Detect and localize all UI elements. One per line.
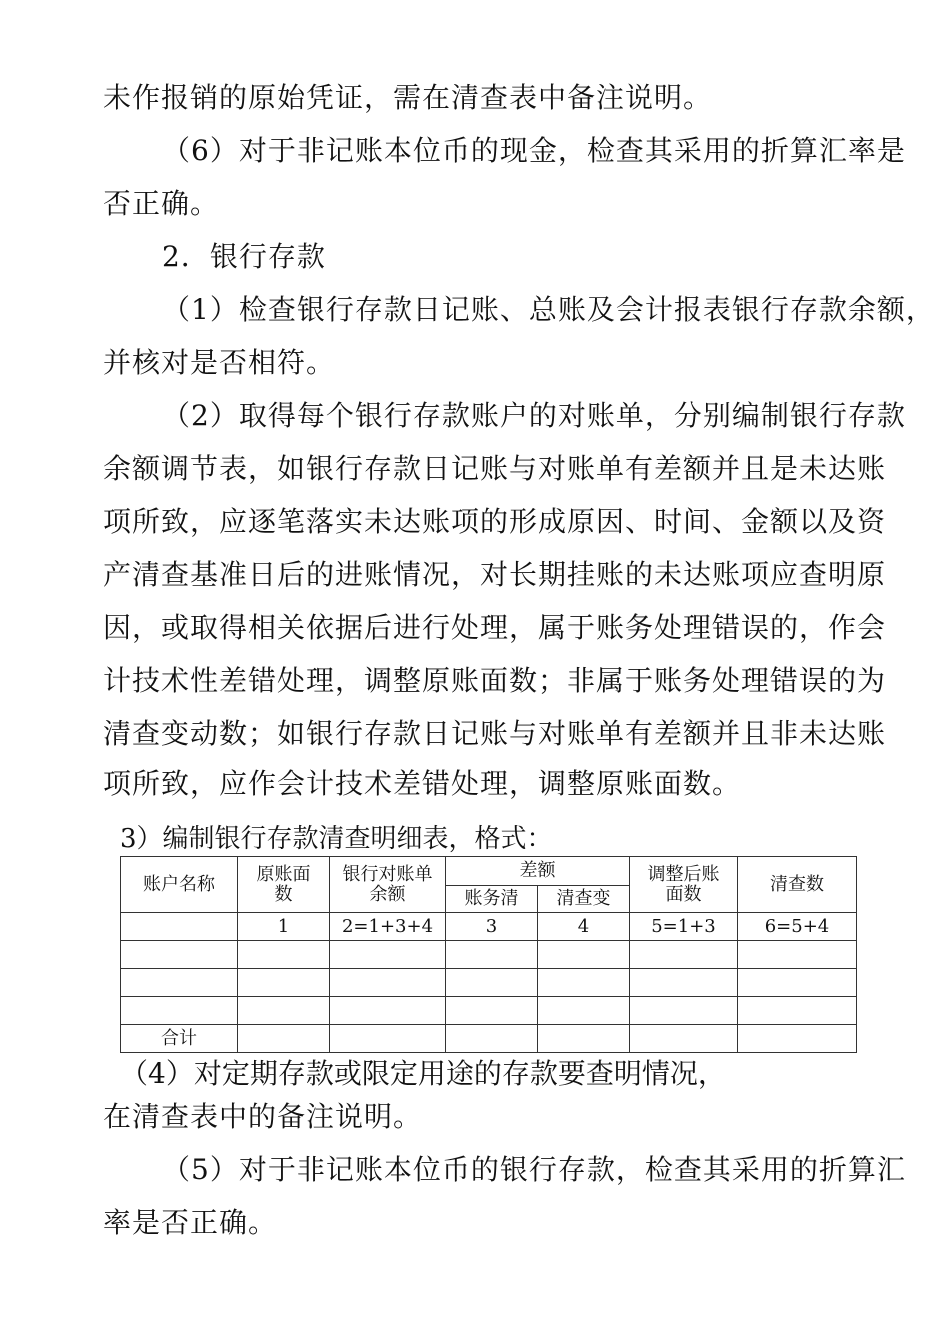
table-cell <box>238 1025 330 1053</box>
header-account-name: 账户名称 <box>121 857 238 913</box>
table-cell <box>330 969 446 997</box>
table-cell <box>446 941 538 969</box>
table-row <box>121 969 857 997</box>
paragraph-line: 率是否正确。 <box>103 1206 278 1239</box>
paragraph-line: 因，或取得相关依据后进行处理，属于账务处理错误的，作会 <box>103 611 887 644</box>
table-cell: 1 <box>238 913 330 941</box>
table-cell <box>238 941 330 969</box>
paragraph-line: 否正确。 <box>103 187 220 220</box>
header-adjusted-book: 调整后账面数 <box>630 857 738 913</box>
table-cell <box>121 969 238 997</box>
table-cell <box>630 1025 738 1053</box>
table-formula-row <box>121 913 857 941</box>
paragraph-line: 未作报销的原始凭证，需在清查表中备注说明。 <box>103 81 713 114</box>
table-cell <box>738 1025 857 1053</box>
table-cell <box>630 969 738 997</box>
total-label: 合计 <box>121 1025 238 1053</box>
table-cell: 6=5+4 <box>738 913 857 941</box>
bank-deposit-detail-table <box>120 856 857 1053</box>
table-cell <box>630 941 738 969</box>
paragraph-line: （4）对定期存款或限定用途的存款要查明情况， <box>120 1057 726 1090</box>
table-cell: 2=1+3+4 <box>330 913 446 941</box>
header-difference: 差额 <box>446 857 630 886</box>
paragraph-line: 产清查基准日后的进账情况，对长期挂账的未达账项应查明原 <box>103 558 887 591</box>
paragraph-line: （5）对于非记账本位币的银行存款，检查其采用的折算汇 <box>162 1153 906 1186</box>
header-diff-accounting: 账务清 <box>446 886 538 913</box>
paragraph-line: 计技术性差错处理，调整原账面数；非属于账务处理错误的为 <box>103 664 887 697</box>
paragraph-line: 项所致，应逐笔落实未达账项的形成原因、时间、金额以及资 <box>103 505 887 538</box>
table-row <box>121 941 857 969</box>
table-cell <box>121 997 238 1025</box>
paragraph-line: （1）检查银行存款日记账、总账及会计报表银行存款余额， <box>162 293 935 326</box>
header-original-book: 原账面数 <box>238 857 330 913</box>
table-total-row <box>121 1025 857 1053</box>
paragraph-line: 在清查表中的备注说明。 <box>103 1100 423 1133</box>
table-cell <box>538 997 630 1025</box>
table-cell <box>738 941 857 969</box>
table-cell <box>121 941 238 969</box>
table-cell <box>330 1025 446 1053</box>
table-cell <box>121 913 238 941</box>
table-cell: 5=1+3 <box>630 913 738 941</box>
table-cell: 4 <box>538 913 630 941</box>
paragraph-line: 清查变动数；如银行存款日记账与对账单有差额并且非未达账 <box>103 717 887 750</box>
table-cell <box>738 969 857 997</box>
section-heading: 2．银行存款 <box>162 240 326 273</box>
table-cell <box>446 969 538 997</box>
table-cell <box>738 997 857 1025</box>
table-cell <box>538 941 630 969</box>
header-check-amount: 清查数 <box>738 857 857 913</box>
table-cell <box>330 941 446 969</box>
table-cell: 3 <box>446 913 538 941</box>
table-caption: 3）编制银行存款清查明细表，格式： <box>120 824 553 854</box>
header-bank-statement: 银行对账单余额 <box>330 857 446 913</box>
table-cell <box>538 969 630 997</box>
paragraph-line: 并核对是否相符。 <box>103 346 336 379</box>
table-row <box>121 997 857 1025</box>
header-diff-check-change: 清查变 <box>538 886 630 913</box>
paragraph-line: （6）对于非记账本位币的现金，检查其采用的折算汇率是 <box>162 134 906 167</box>
table-cell <box>238 997 330 1025</box>
table-cell <box>330 997 446 1025</box>
table-cell <box>238 969 330 997</box>
table-cell <box>630 997 738 1025</box>
paragraph-line: （2）取得每个银行存款账户的对账单，分别编制银行存款 <box>162 399 906 432</box>
paragraph-line: 余额调节表，如银行存款日记账与对账单有差额并且是未达账 <box>103 452 887 485</box>
table-header-row <box>121 857 857 886</box>
table-cell <box>446 1025 538 1053</box>
table-cell <box>538 1025 630 1053</box>
table-cell <box>446 997 538 1025</box>
paragraph-line: 项所致，应作会计技术差错处理，调整原账面数。 <box>103 767 742 800</box>
